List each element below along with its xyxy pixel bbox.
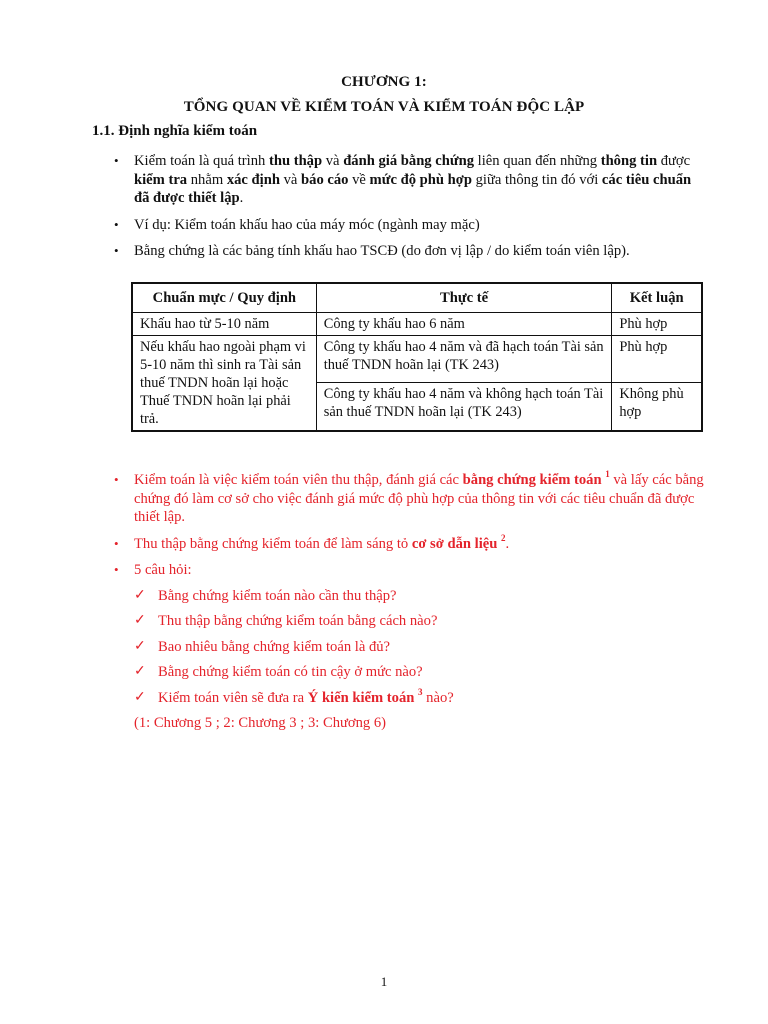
evidence-bullet	[110, 242, 710, 261]
questions-bullet	[110, 561, 710, 580]
definition-bold-term: kiểm tra	[134, 171, 188, 188]
definition-bold-term: đánh giá bằng chứng	[343, 153, 475, 169]
cell-actual: Công ty khấu hao 4 năm và đã hạch toán Tài sản thuế TNDN hoãn lại (TK 243)	[316, 336, 612, 383]
definition-bullet	[110, 152, 710, 208]
definition-text-fragment: và	[322, 153, 344, 169]
footnote-ref: 1	[605, 469, 610, 480]
definition-bold-term: mức độ phù hợp	[369, 171, 472, 188]
chapter-subtitle: TỔNG QUAN VỀ KIỂM TOÁN VÀ KIỂM TOÁN ĐỘC LẬP	[183, 99, 585, 115]
question-item	[134, 612, 710, 631]
header-standard: Chuẩn mực / Quy định	[132, 283, 316, 313]
example-text: Ví dụ: Kiểm toán khấu hao của máy móc (ngành may mặc)	[134, 216, 480, 233]
note-bold-term: cơ sở dẫn liệu	[411, 535, 498, 552]
checkmark-icon: ✓	[134, 613, 146, 628]
cell-conclusion: Phù hợp	[612, 313, 702, 336]
footnote-references: (1: Chương 5 ; 2: Chương 3 ; 3: Chương 6)	[134, 715, 387, 731]
definition-bold-term: báo cáo	[301, 171, 349, 188]
cell-standard: Khấu hao từ 5-10 năm	[132, 313, 316, 336]
cell-conclusion: Phù hợp	[612, 336, 702, 383]
bullet-icon: •	[114, 216, 119, 232]
table-header-row	[132, 283, 702, 313]
definition-bold-term: thông tin	[600, 153, 658, 169]
definition-list	[110, 152, 710, 261]
table-row	[132, 336, 702, 383]
bullet-icon: •	[114, 562, 119, 577]
audit-notes	[110, 471, 710, 733]
definition-text-fragment: và	[279, 171, 302, 188]
question-text: Bằng chứng kiểm toán có tin cậy ở mức nào?	[158, 664, 423, 680]
note-bold-term: bằng chứng kiểm toán	[462, 472, 602, 488]
evidence-text: Bằng chứng là các bảng tính khấu hao TSCĐ (do đơn vị lập / do kiểm toán viên lập).	[134, 243, 630, 259]
example-bullet	[110, 216, 710, 235]
header-actual: Thực tế	[316, 283, 612, 313]
cell-conclusion: Không phù hợp	[612, 383, 702, 431]
question-item	[134, 663, 710, 682]
definition-text-fragment: về	[348, 171, 370, 188]
bullet-icon: •	[114, 153, 119, 168]
section-heading: 1.1. Định nghĩa kiểm toán	[92, 123, 258, 139]
definition-text	[134, 153, 691, 206]
cell-actual: Công ty khấu hao 6 năm	[316, 313, 612, 336]
definition-bold-term: thu thập	[268, 153, 323, 169]
note-text: .	[505, 535, 510, 552]
note-text: Kiểm toán là việc kiểm toán viên thu thập, đánh giá các	[134, 472, 463, 488]
definition-text-fragment: Kiểm toán là quá trình	[134, 153, 269, 169]
checkmark-icon: ✓	[134, 664, 146, 679]
definition-text-fragment: liên quan đến những	[474, 153, 601, 169]
question-item	[134, 638, 710, 657]
note-text: và lấy các bằng chứng đó làm cơ sở cho việc đánh giá mức độ phù hợp của thông tin với các tiêu chuẩn đã được thiết lập.	[134, 472, 704, 525]
question-text: Thu thập bằng chứng kiểm toán bằng cách nào?	[158, 613, 438, 629]
bullet-icon: •	[114, 243, 119, 258]
checkmark-icon: ✓	[134, 587, 146, 603]
note-text: 5 câu hỏi:	[134, 562, 192, 578]
question-text: Bao nhiêu bằng chứng kiểm toán là đủ?	[158, 638, 391, 655]
checkmark-icon: ✓	[134, 638, 146, 654]
comparison-table	[131, 282, 703, 432]
question-text: Bằng chứng kiểm toán nào cần thu thập?	[158, 587, 397, 604]
footnote-ref: 3	[418, 686, 423, 697]
questions-list	[110, 587, 710, 733]
note-bold-term: Ý kiến kiểm toán	[307, 689, 415, 706]
definition-bold-term: các tiêu chuẩn đã được thiết lập	[134, 171, 692, 206]
definition-text-fragment: .	[239, 190, 244, 206]
question-text: nào?	[422, 689, 454, 706]
definition-text-fragment: nhằm	[187, 171, 227, 188]
bullet-icon: •	[114, 535, 119, 551]
footnote-ref: 2	[501, 532, 506, 543]
checkmark-icon: ✓	[134, 689, 146, 705]
definition-text-fragment: giữa thông tin đó với	[471, 171, 602, 188]
header-conclusion: Kết luận	[612, 283, 702, 313]
bullet-icon: •	[114, 472, 119, 487]
note-text: Thu thập bằng chứng kiểm toán để làm sáng tỏ	[134, 535, 412, 552]
question-item	[134, 686, 710, 708]
cell-standard: Nếu khấu hao ngoài phạm vi 5-10 năm thì sinh ra Tài sản thuế TNDN hoãn lại hoặc Thuế TNDN hoãn lại phải trả.	[132, 336, 316, 432]
assertions-bullet	[110, 532, 710, 554]
definition-bold-term: xác định	[226, 171, 280, 188]
question-text: Kiểm toán viên sẽ đưa ra	[158, 689, 308, 706]
table-row	[132, 313, 702, 336]
definition-text-fragment: được	[657, 153, 691, 169]
cell-actual: Công ty khấu hao 4 năm và không hạch toán Tài sản thuế TNDN hoãn lại (TK 243)	[316, 383, 612, 431]
page-number: 1	[380, 974, 388, 989]
audit-definition-bullet	[110, 471, 710, 527]
chapter-title: CHƯƠNG 1:	[341, 74, 427, 90]
question-item	[134, 587, 710, 606]
